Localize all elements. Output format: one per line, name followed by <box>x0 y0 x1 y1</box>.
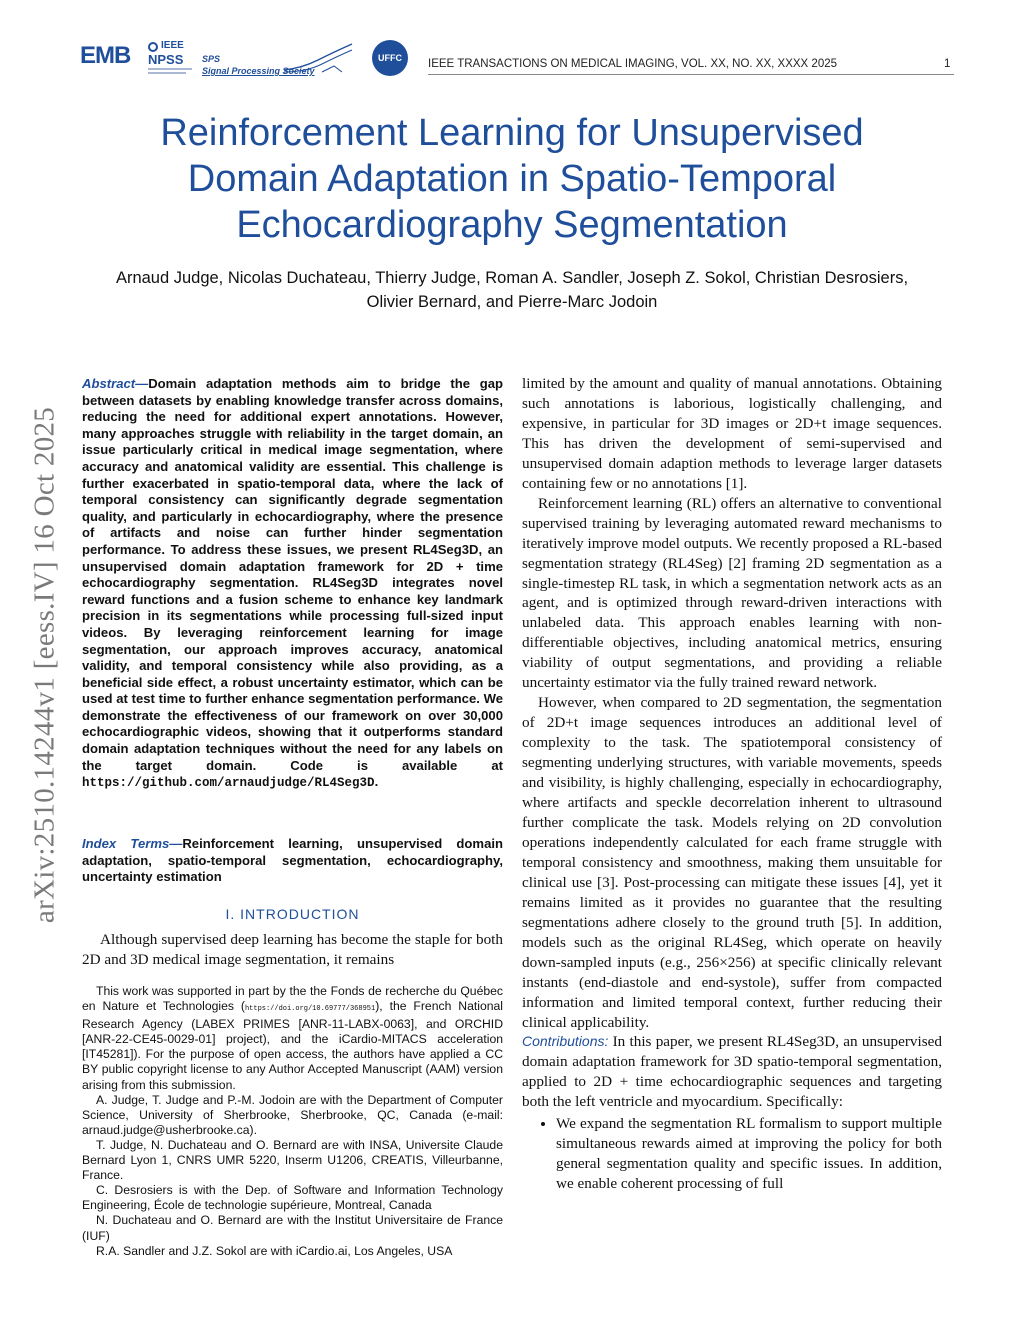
abstract-end: . <box>374 774 379 790</box>
body-paragraph: However, when compared to 2D segmentation, the segmentation of 2D+t image sequences introduces an additional level of complexity to the task. The spatiotemporal consistency of segmenting underlying structures, with variable movements, speeds and visibility, is highly challenging, especially in echocardiography, where artifacts and speckle decorrelation inherent to ultrasound further complicate the task. Models relying on 2D convolution operations independently calculated for each frame struggle with temporal consistency and smoothness, making them unsuitable for clinical use [3]. Post-processing can mitigate these issues [4], yet it remains limited as it provides no guarantee that the resulting segmentations adhere closely to the ground truth [5]. In addition, models such as the original RL4Seg, which operate on heavily down-sampled inputs (e.g., 256×256) at specific clinically relevant instants (end-diastole and end-systole), suffer from compacted information and limited temporal context, further reducing their clinical applicability. <box>522 694 942 1031</box>
page-number: 1 <box>944 58 951 70</box>
sps-logo <box>202 42 362 78</box>
abstract-label: Abstract— <box>82 376 149 391</box>
sps-logo-text: Signal Processing Society <box>202 66 315 76</box>
npss-logo-text: NPSS <box>148 52 184 67</box>
society-logos <box>80 38 420 82</box>
arxiv-identifier: arXiv:2510.14244v1 [eess.IV] 16 Oct 2025 <box>28 406 61 924</box>
footnotes <box>82 984 503 1259</box>
ieee-npss-logo <box>148 40 200 78</box>
index-terms-text: Reinforcement learning, unsupervised domain adaptation, spatio-temporal segmentation, echocardiography, uncertainty estimation <box>82 836 503 885</box>
right-column <box>522 374 942 1194</box>
section-heading-introduction: I. INTRODUCTION <box>225 906 360 922</box>
contributions-label: Contributions: <box>522 1033 609 1050</box>
introduction-paragraph: Although supervised deep learning has become the staple for both 2D and 3D medical image segmentation, it remains <box>82 931 503 968</box>
funding-doi-link[interactable]: https://doi.org/10.69777/368951 <box>244 1005 376 1014</box>
affiliation-footnote: N. Duchateau and O. Bernard are with the Institut Universitaire de France (IUF) <box>82 1213 503 1243</box>
uffc-logo: UFFC <box>372 40 408 76</box>
emb-logo: EMB <box>80 42 131 69</box>
header-rule <box>428 74 954 75</box>
paper-title: Reinforcement Learning for Unsupervised Domain Adaptation in Spatio-Temporal Echocardiography Segmentation <box>160 112 864 246</box>
abstract <box>82 376 503 792</box>
contributions-list <box>522 1114 942 1194</box>
affiliation-footnote: R.A. Sandler and J.Z. Sokol are with iCardio.ai, Los Angeles, USA <box>96 1243 453 1258</box>
index-terms <box>82 836 503 886</box>
arxiv-stamp <box>22 360 68 970</box>
body-paragraph: limited by the amount and quality of manual annotations. Obtaining such annotations is laborious, logistically challenging, and expensive, in particular for 3D images or 2D+t image sequences. This has driven the development of semi-supervised and unsupervised domain adaption methods to leverage larger datasets containing few or no annotations [1]. <box>522 375 942 492</box>
index-terms-label: Index Terms— <box>82 836 183 851</box>
affiliation-footnote: C. Desrosiers is with the Dep. of Software and Information Technology Engineering, École de technologie supérieure, Montreal, Canada <box>82 1183 503 1213</box>
affiliation-footnote: T. Judge, N. Duchateau and O. Bernard are with INSA, Universite Claude Bernard Lyon 1, CNRS UMR 5220, Inserm U1206, CREATIS, Villeurbanne, France. <box>82 1137 503 1183</box>
sps-wave-icon <box>282 42 354 76</box>
running-head: IEEE TRANSACTIONS ON MEDICAL IMAGING, VOL. XX, NO. XX, XXXX 2025 <box>428 58 838 70</box>
ieee-logo-text: IEEE <box>161 40 184 51</box>
funding-footnote: This work was supported in part by the the Fonds de recherche du Québec en Nature et Technologies (https://doi.org/10.69777/368951), the French National Research Agency (LABEX PRIMES [ANR-11-LABX-0063], and ORCHID [ANR-22-CE45-0029-01] project), and the iCardio-MITACS acceleration [IT45281]). For the purpose of open access, the authors have applied a CC BY public copyright license to any Author Accepted Manuscript (AAM) version arising from this submission. <box>82 984 503 1092</box>
body-paragraph: Reinforcement learning (RL) offers an alternative to conventional supervised training by leveraging automated reward mechanisms to iteratively improve model outputs. We recently proposed a RL-based segmentation strategy (RL4Seg) [2] framing 2D segmentation as a single-timestep RL task, in which a segmentation network acts as an agent, and is optimized through reward-driven interactions with unlabeled data. This approach enables learning with non-differentiable objectives, including anatomical metrics, ensuring viability of output segmentations, and providing a reliable uncertainty estimator via the fully trained reward network. <box>522 494 942 692</box>
code-url-link[interactable]: https://github.com/arnaudjudge/RL4Seg3D <box>82 776 375 791</box>
contributions-paragraph: Contributions: In this paper, we present RL4Seg3D, an unsupervised domain adaptation framework for 3D spatio-temporal segmentation, applied to 2D + time echocardiographic sequences and targeting both the left ventricle and myocardium. Specifically: <box>522 1033 942 1111</box>
list-item: • We expand the segmentation RL formalism to support multiple simultaneous rewards aimed at improving the policy for both general segmentation quality and specific issues. In addition, we enable coherent processing of full <box>556 1114 942 1194</box>
ieee-gear-icon <box>148 42 158 52</box>
sps-mark: SPS <box>202 54 221 64</box>
affiliation-footnote: A. Judge, T. Judge and P.-M. Jodoin are with the Department of Computer Science, University of Sherbrooke, Sherbrooke, QC, Canada (e-mail: arnaud.judge@usherbrooke.ca). <box>82 1092 503 1137</box>
author-list: Arnaud Judge, Nicolas Duchateau, Thierry Judge, Roman A. Sandler, Joseph Z. Sokol, Christian Desrosiers, Olivier Bernard, and Pierre-Marc Jodoin <box>115 269 909 311</box>
abstract-text: Domain adaptation methods aim to bridge the gap between datasets by enabling knowledge transfer across domains, reducing the need for additional expert annotations. However, many approaches struggle with reliability in the target domain, an issue particularly critical in medical image segmentation, where accuracy and anatomical validity are essential. This challenge is further exacerbated in spatio-temporal data, where the lack of temporal consistency can significantly degrade segmentation quality, and particularly in echocardiography, where the presence of artifacts and noise can further hinder segmentation performance. To address these issues, we present RL4Seg3D, an unsupervised domain adaptation framework for 2D + time echocardiography segmentation. RL4Seg3D integrates novel reward functions and a fusion scheme to enhance key landmark precision in its segmentations while processing full-sized input videos. By leveraging reinforcement learning for image segmentation, our approach improves accuracy, anatomical validity, and temporal consistency while also providing, as a beneficial side effect, a robust uncertainty estimator, which can be used at test time to further enhance segmentation performance. We demonstrate the effectiveness of our framework on over 30,000 echocardiographic videos, showing that it outperforms standard domain adaptation techniques without the need for any labels on the target domain. Code is available at <box>82 376 503 773</box>
